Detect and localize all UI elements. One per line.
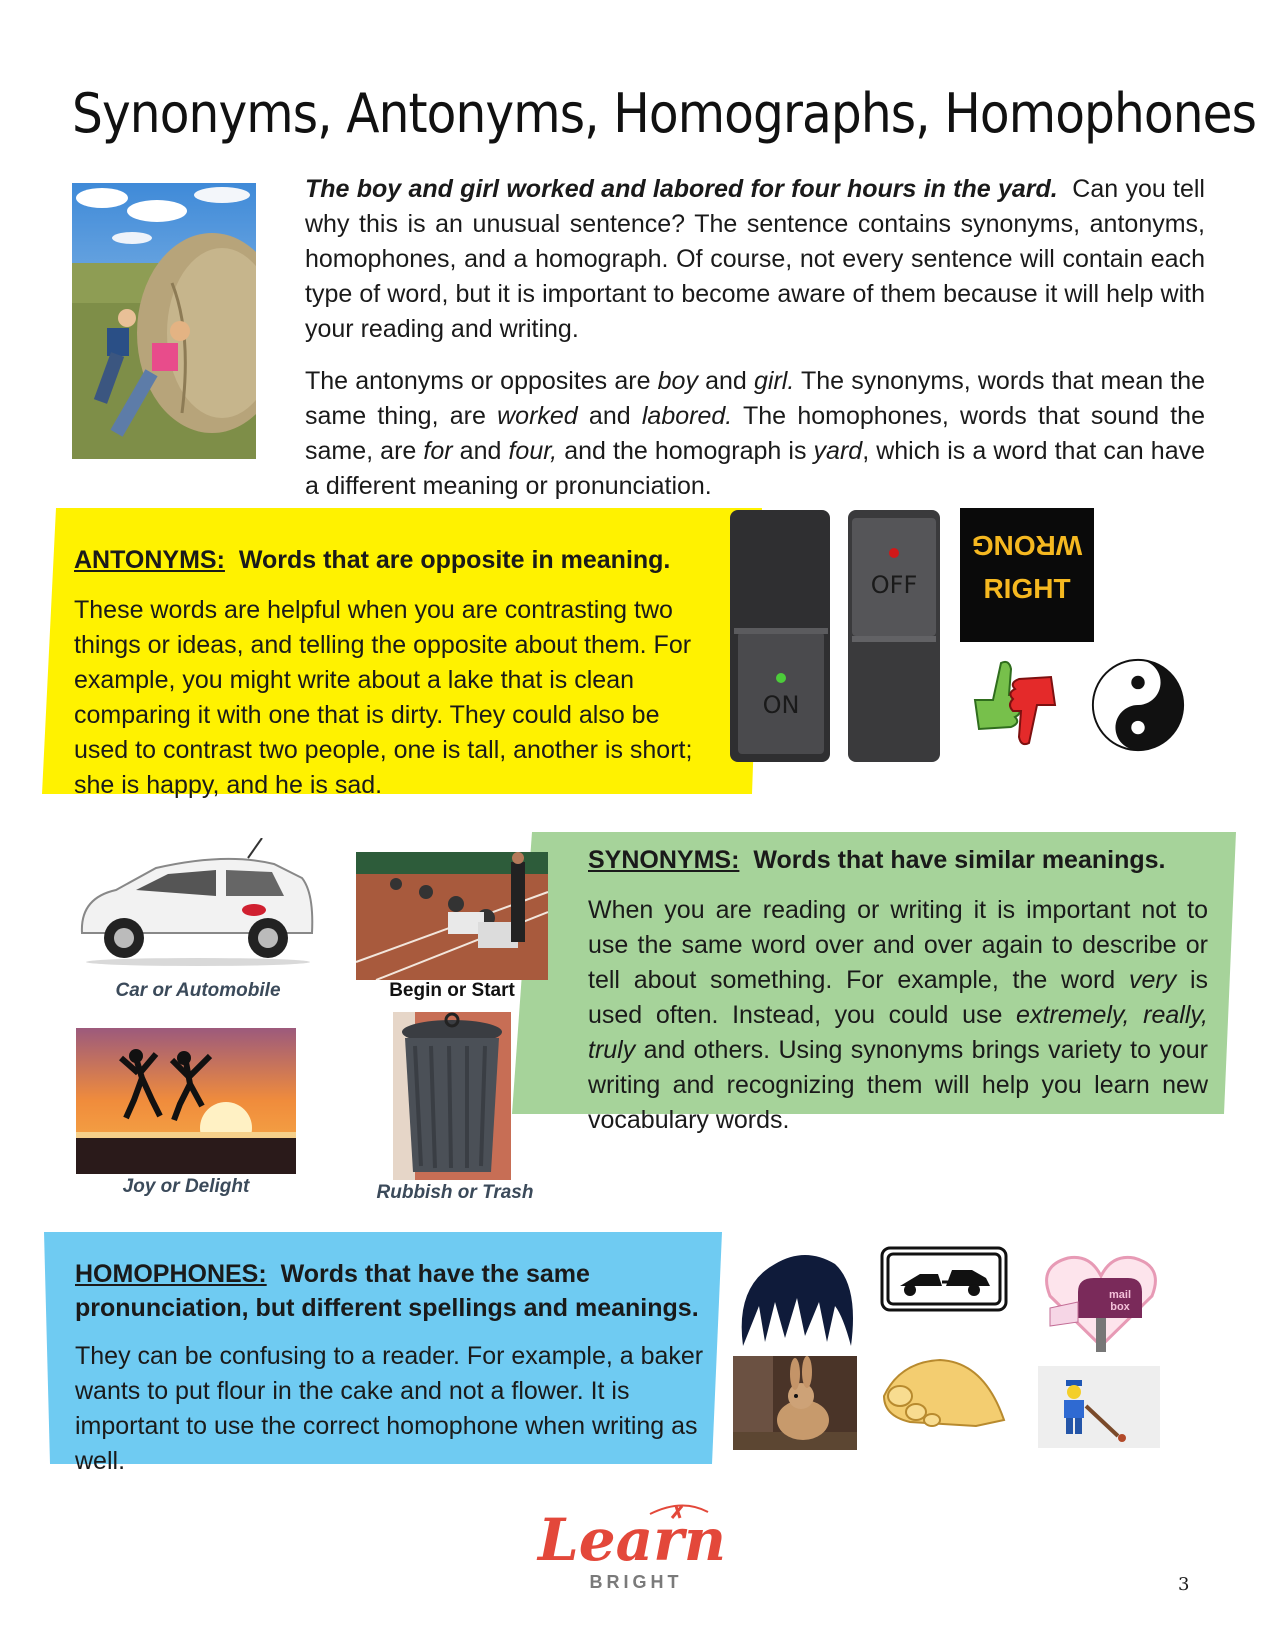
- tow-truck-sign-icon: [880, 1246, 1008, 1312]
- antonyms-body: These words are helpful when you are contrasting two things or ideas, and telling the opposite about them. For example, you might write about a lake that is clean comparing it with one that is dirty. They could also be used to contrast two people, one is tall, another is short; she is happy, and he is sad.: [74, 596, 693, 799]
- lego-worker-photo: [1038, 1366, 1160, 1448]
- p2-word: girl.: [753, 367, 795, 395]
- synonyms-panel: [588, 843, 1208, 1138]
- homophones-heading: [75, 1257, 705, 1325]
- p2-word: four,: [508, 437, 558, 465]
- sunset-jump-image: [76, 1028, 296, 1174]
- antonyms-panel: [74, 543, 706, 803]
- sign-right-text: RIGHT: [983, 573, 1071, 604]
- syn-text: When you are reading or writing it is important not to use the same word over and over again to describe or tell about something. For example, the word: [588, 896, 1208, 994]
- caption-trash: Rubbish or Trash: [376, 1182, 534, 1203]
- p2-text: and: [452, 437, 509, 465]
- caption-runners: Begin or Start: [389, 980, 515, 1001]
- syn-text: is used often. Instead, you could use: [588, 966, 1209, 1029]
- homophones-heading-text: Words that have the same pronunciation, but different spellings and meanings.: [75, 1260, 699, 1322]
- antonyms-heading: [74, 543, 706, 577]
- syn-word: very: [1128, 966, 1177, 994]
- logo-sub: BRIGHT: [589, 1572, 683, 1592]
- synonyms-heading: [588, 843, 1208, 877]
- synonyms-body: [588, 893, 1208, 1138]
- page-number: 3: [1178, 1574, 1190, 1595]
- sign-wrong-text: WRONG: [971, 530, 1083, 561]
- p2-text: and: [697, 367, 754, 395]
- syn-word: extremely, really, truly: [588, 1001, 1208, 1064]
- homophones-label: HOMOPHONES:: [75, 1260, 267, 1288]
- switch-off-label: OFF: [870, 571, 918, 599]
- yin-yang-icon: [1090, 657, 1186, 753]
- p2-text: and: [577, 402, 642, 430]
- lead-sentence: The boy and girl worked and labored for four hours in the yard.: [305, 175, 1058, 203]
- car-image: [76, 838, 320, 968]
- hay-bale-photo: [72, 183, 256, 459]
- p2-text: , which is a word that can have a different meaning or pronunciation.: [305, 437, 1205, 500]
- rabbit-photo: [733, 1356, 857, 1450]
- learn-bright-logo: [532, 1496, 732, 1596]
- logo-word: Learn: [538, 1506, 726, 1574]
- antonyms-heading-text: Words that are opposite in meaning.: [238, 546, 671, 574]
- mailbox-text-2: box: [1110, 1301, 1130, 1313]
- p2-text: and the homograph is: [557, 437, 814, 465]
- p2-word: labored.: [641, 402, 733, 430]
- p2-word: for: [423, 437, 453, 465]
- caption-joy: Joy or Delight: [122, 1176, 250, 1197]
- foot-toes-icon: [880, 1356, 1008, 1436]
- switch-off-image: [846, 508, 942, 766]
- p2-word: worked: [497, 402, 578, 430]
- runners-image: [356, 852, 548, 980]
- syn-text: and others. Using synonyms brings variety to your writing and recognizing them will help you learn new vocabulary words.: [588, 1036, 1208, 1134]
- p2-text: The homophones, words that sound the same, are: [305, 402, 1205, 465]
- intro-text: [305, 172, 1205, 521]
- trash-can-image: [393, 1012, 511, 1180]
- switch-on-label: ON: [762, 691, 800, 719]
- thumbs-up-down-icon: [965, 655, 1065, 759]
- p2-text: The antonyms or opposites are: [305, 367, 658, 395]
- synonyms-heading-text: Words that have similar meanings.: [753, 846, 1166, 874]
- synonyms-label: SYNONYMS:: [588, 846, 740, 874]
- p2-text: The synonyms, words that mean the same thing, are: [305, 367, 1206, 430]
- mailbox-text-1: mail: [1108, 1289, 1132, 1301]
- p2-word: boy: [657, 367, 698, 395]
- wrong-right-sign: [960, 508, 1094, 642]
- switch-on-image: [728, 508, 834, 766]
- intro-paragraph-1: [305, 172, 1205, 347]
- caption-car: Car or Automobile: [115, 980, 281, 1001]
- intro-p1-text: Can you tell why this is an unusual sentence? The sentence contains synonyms, antonyms, homophones, and a homograph. Of course, not every sentence will contain each type of word, but it is important to become aware of them because it will help with your reading and writing.: [305, 175, 1205, 343]
- p2-word: yard: [813, 437, 863, 465]
- homophones-body: They can be confusing to a reader. For example, a baker wants to put flour in the cake and not a flower. It is important to use the correct homophone when writing as well.: [75, 1342, 704, 1475]
- hair-icon: [735, 1246, 859, 1356]
- intro-paragraph-2: [305, 364, 1205, 504]
- mailbox-icon: [1038, 1246, 1164, 1356]
- antonyms-label: ANTONYMS:: [74, 546, 225, 574]
- page-title: Synonyms, Antonyms, Homographs, Homophones: [72, 82, 1257, 145]
- homophones-panel: [75, 1257, 705, 1479]
